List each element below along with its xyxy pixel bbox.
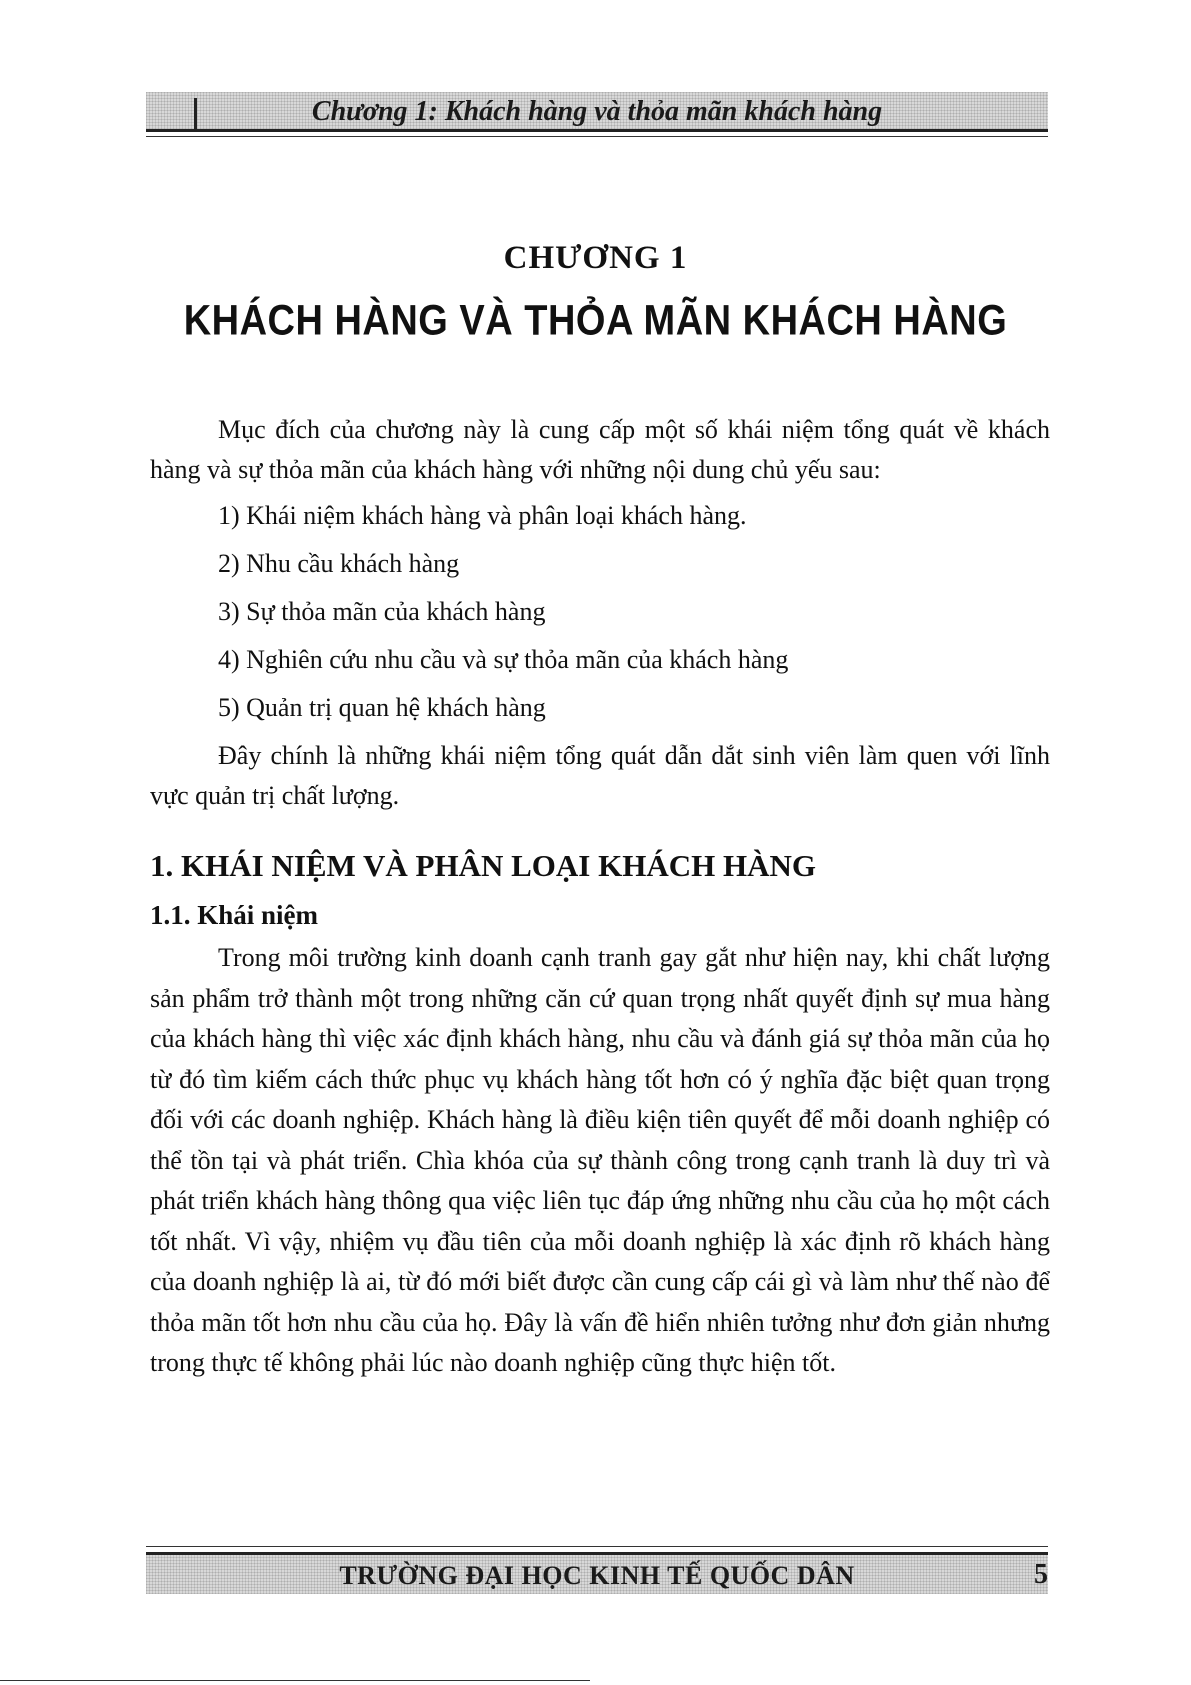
chapter-label: CHƯƠNG 1: [503, 240, 688, 276]
running-footer: [146, 1552, 1048, 1594]
page-number: 5: [1034, 1559, 1048, 1590]
subsection-paragraph: Trong môi trường kinh doanh cạnh tranh gay gắt như hiện nay, khi chất lượng sản phẩm trở thành một trong những căn cứ quan trọng nhất quyết định sự mua hàng của khách hàng thì việc xác định khách hàng, nhu cầu và đánh giá sự thỏa mãn của họ từ đó tìm kiếm cách thức phục vụ khách hàng tốt hơn có ý nghĩa đặc biệt quan trọng đối với các doanh nghiệp. Khách hàng là điều kiện tiên quyết để mỗi doanh nghiệp có thể tồn tại và phát triển. Chìa khóa của sự thành công trong cạnh tranh là duy trì và phát triển khách hàng thông qua việc liên tục đáp ứng những nhu cầu của họ một cách tốt nhất. Vì vậy, nhiệm vụ đầu tiên của mỗi doanh nghiệp là xác định rõ khách hàng của doanh nghiệp là ai, từ đó mới biết được cần cung cấp cái gì và làm như thế nào để thỏa mãn tốt hơn nhu cầu của họ. Đây là vấn đề hiển nhiên tưởng như đơn giản nhưng trong thực tế không phải lúc nào doanh nghiệp cũng thực hiện tốt.: [150, 943, 1050, 1377]
list-item: 2) Nhu cầu khách hàng: [218, 549, 460, 578]
section-heading: 1. KHÁI NIỆM VÀ PHÂN LOẠI KHÁCH HÀNG: [150, 848, 816, 883]
intro-closing-paragraph: Đây chính là những khái niệm tổng quát dẫn dắt sinh viên làm quen với lĩnh vực quản trị chất lượng.: [150, 741, 1050, 810]
bottom-rule: [0, 1680, 590, 1681]
running-header: [146, 92, 1048, 132]
subsection-heading: 1.1. Khái niệm: [150, 900, 319, 930]
list-item: 3) Sự thỏa mãn của khách hàng: [218, 597, 546, 626]
footer-institution: TRƯỜNG ĐẠI HỌC KINH TẾ QUỐC DÂN: [339, 1561, 855, 1590]
page-body: [150, 410, 1050, 1384]
running-header-title: Chương 1: Khách hàng và thỏa mãn khách hàng: [311, 96, 883, 127]
list-item: 1) Khái niệm khách hàng và phân loại khách hàng.: [218, 501, 747, 530]
list-item: 4) Nghiên cứu nhu cầu và sự thỏa mãn của khách hàng: [218, 645, 789, 674]
list-item: 5) Quản trị quan hệ khách hàng: [218, 693, 546, 722]
intro-paragraph: Mục đích của chương này là cung cấp một số khái niệm tổng quát về khách hàng và sự thỏa mãn của khách hàng với những nội dung chủ yếu sau:: [150, 415, 1050, 484]
chapter-title: KHÁCH HÀNG VÀ THỎA MÃN KHÁCH HÀNG: [183, 297, 1008, 345]
